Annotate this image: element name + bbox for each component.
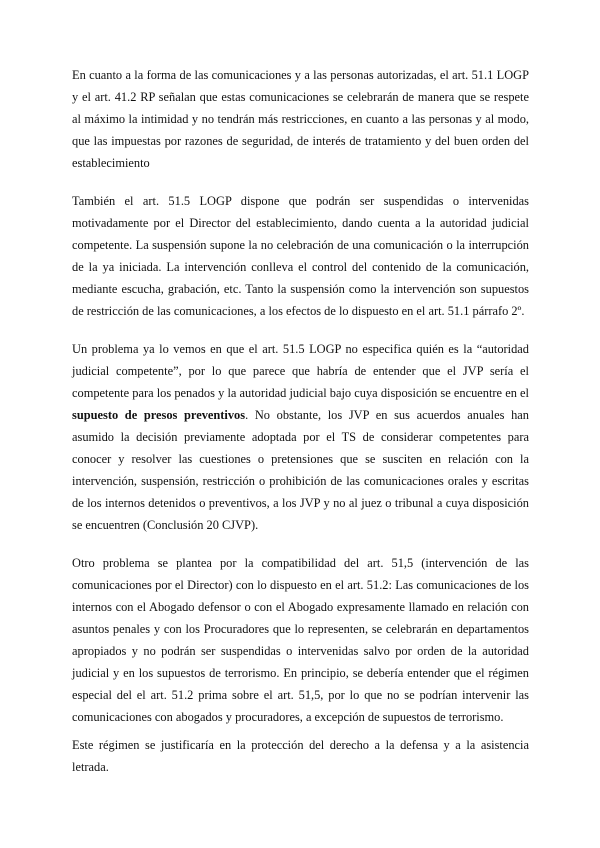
paragraph-autoridad-judicial xyxy=(72,338,529,536)
paragraph-derecho-defensa: Este régimen se justificaría en la protección del derecho a la defensa y a la asistencia letrada. xyxy=(72,738,529,774)
paragraph-text-end: . No obstante, los JVP en sus acuerdos anuales han asumido la decisión previamente adoptada por el TS de considerar competentes para conocer y resolver las cuestiones o pretensiones que se susciten en relación con la intervención, suspensión, restricción o prohibición de las comunicaciones orales y escritas de los internos detenidos o preventivos, a los JVP y no al juez o tribunal a cuya disposición se encuentren (Conclusión 20 CJVP). xyxy=(72,408,529,532)
paragraph-compatibilidad: Otro problema se plantea por la compatibilidad del art. 51,5 (intervención de las comunicaciones por el Director) con lo dispuesto en el art. 51.2: Las comunicaciones de los internos con el Abogado defensor o con el Abogado expresamente llamado en relación con asuntos penales y con los Procuradores que lo representen, se celebrarán en departamentos apropiados y no podrán ser suspendidas o intervenidas salvo por orden de la autoridad judicial y en los supuestos de terrorismo. En principio, se debería entender que el régimen especial del el art. 51.2 prima sobre el art. 51,5, por lo que no se podrían intervenir las comunicaciones con abogados y procuradores, a excepción de supuestos de terrorismo. xyxy=(72,556,529,724)
bold-phrase: supuesto de presos preventivos xyxy=(72,408,246,422)
paragraph-suspension-intervencion: También el art. 51.5 LOGP dispone que podrán ser suspendidas o intervenidas motivadamente por el Director del establecimiento, dando cuenta a la autoridad judicial competente. La suspensión supone la no celebración de una comunicación o la interrupción de la ya iniciada. La intervención conlleva el control del contenido de la comunicación, mediante escucha, grabación, etc. Tanto la suspensión como la intervención son supuestos de restricción de las comunicaciones, a los efectos de lo dispuesto en el art. 51.1 párrafo 2º. xyxy=(72,194,529,318)
paragraph-forma-comunicaciones: En cuanto a la forma de las comunicaciones y a las personas autorizadas, el art. 51.1 LOGP y el art. 41.2 RP señalan que estas comunicaciones se celebrarán de manera que se respete al máximo la intimidad y no tendrán más restricciones, en cuanto a las personas y al modo, que las impuestas por razones de seguridad, de interés de tratamiento y del buen orden del establecimiento xyxy=(72,68,529,170)
document-page xyxy=(72,64,529,794)
paragraph-text-start: Un problema ya lo vemos en que el art. 51.5 LOGP no especifica quién es la “autoridad judicial competente”, por lo que parece que habría de entender que el JVP sería el competente para los penados y la autoridad judicial bajo cuya disposición se encuentre en el xyxy=(72,342,529,400)
